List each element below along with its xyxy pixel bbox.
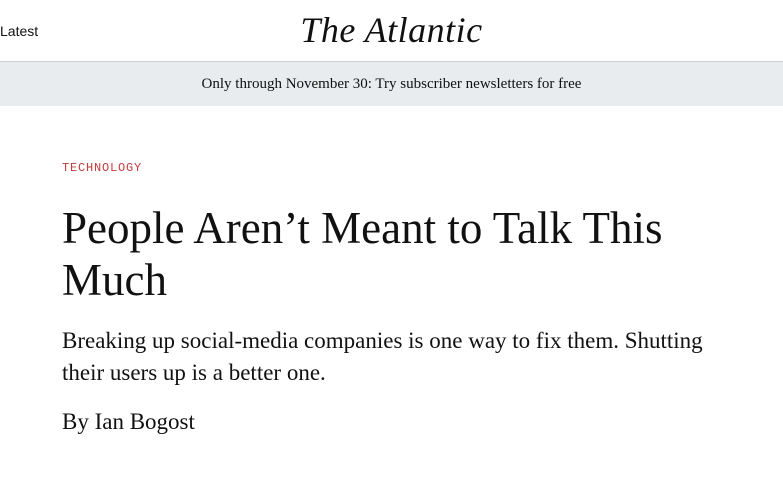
site-header bbox=[0, 0, 783, 62]
byline-prefix: By bbox=[62, 409, 95, 434]
article-headline: People Aren’t Meant to Talk This Much bbox=[62, 203, 663, 305]
promo-text[interactable]: Only through November 30: Try subscriber newsletters for free bbox=[201, 75, 582, 92]
byline bbox=[62, 406, 195, 438]
author-link[interactable]: Ian Bogost bbox=[94, 409, 195, 434]
article-dek: Breaking up social-media companies is one way to fix them. Shutting their users up is a better one. bbox=[62, 328, 703, 385]
section-label[interactable]: TECHNOLOGY bbox=[62, 161, 143, 175]
latest-link[interactable]: Latest bbox=[0, 23, 39, 39]
site-logo[interactable]: The Atlantic bbox=[300, 10, 483, 50]
promo-banner[interactable] bbox=[0, 62, 783, 106]
